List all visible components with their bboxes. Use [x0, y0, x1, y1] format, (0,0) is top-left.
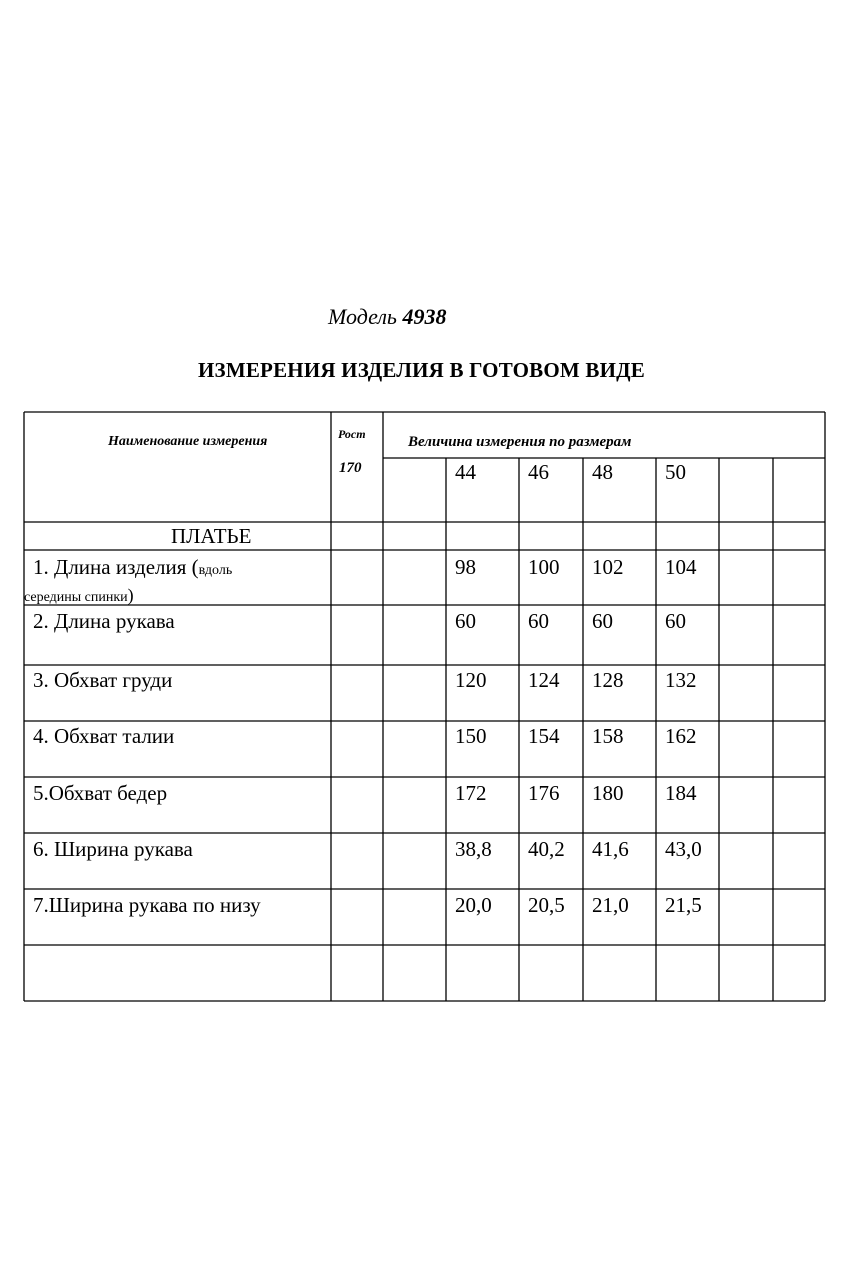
row-7-value-50: 21,5	[665, 893, 702, 917]
row-6-value-48: 41,6	[592, 837, 629, 861]
row-1-close: )	[127, 585, 134, 605]
page-title: ИЗМЕРЕНИЯ ИЗДЕЛИЯ В ГОТОВОМ ВИДЕ	[198, 358, 645, 382]
row-3-value-46: 124	[528, 668, 560, 692]
row-4-value-50: 162	[665, 724, 697, 748]
row-4-value-46: 154	[528, 724, 560, 748]
row-5-value-48: 180	[592, 781, 624, 805]
row-2-value-44: 60	[455, 609, 476, 633]
row-7-label: 7.Ширина рукава по низу	[33, 893, 261, 917]
row-1-note: вдоль	[198, 563, 233, 578]
row-2-label: 2. Длина рукава	[33, 609, 175, 633]
row-5-label: 5.Обхват бедер	[33, 781, 168, 805]
row-4-value-48: 158	[592, 724, 624, 748]
row-6-value-46: 40,2	[528, 837, 565, 861]
row-2-value-46: 60	[528, 609, 549, 633]
row-6-value-44: 38,8	[455, 837, 492, 861]
section-title: ПЛАТЬЕ	[171, 524, 252, 548]
row-1-value-44: 98	[455, 555, 476, 579]
row-4-value-44: 150	[455, 724, 487, 748]
row-1-label-main: 1. Длина изделия (	[33, 555, 199, 579]
model-prefix: Модель	[328, 304, 397, 329]
row-1-note-2: середины спинки	[24, 590, 128, 605]
header-sizes-label: Величина измерения по размерам	[408, 434, 632, 450]
row-4-label: 4. Обхват талии	[33, 724, 175, 748]
row-5-value-46: 176	[528, 781, 560, 805]
size-44: 44	[455, 460, 476, 484]
row-1-value-50: 104	[665, 555, 697, 579]
model-number: 4938	[402, 304, 447, 329]
row-3-value-50: 132	[665, 668, 697, 692]
row-1-label-cont	[24, 584, 134, 605]
row-6-value-50: 43,0	[665, 837, 702, 861]
row-3-value-44: 120	[455, 668, 487, 692]
row-7-value-46: 20,5	[528, 893, 565, 917]
row-5-value-44: 172	[455, 781, 487, 805]
size-50: 50	[665, 460, 686, 484]
row-3-value-48: 128	[592, 668, 624, 692]
size-46: 46	[528, 460, 549, 484]
row-2-value-50: 60	[665, 609, 686, 633]
row-7-value-44: 20,0	[455, 893, 492, 917]
row-5-value-50: 184	[665, 781, 697, 805]
row-1-value-48: 102	[592, 555, 624, 579]
header-height-label: Рост	[338, 427, 366, 441]
row-6-label: 6. Ширина рукава	[33, 837, 193, 861]
row-7-value-48: 21,0	[592, 893, 629, 917]
header-height-value: 170	[339, 460, 362, 476]
row-3-label: 3. Обхват груди	[33, 668, 173, 692]
row-1-value-46: 100	[528, 555, 560, 579]
row-1-label	[33, 557, 232, 578]
header-measurement-name: Наименование измерения	[108, 434, 268, 449]
size-48: 48	[592, 460, 613, 484]
row-2-value-48: 60	[592, 609, 613, 633]
